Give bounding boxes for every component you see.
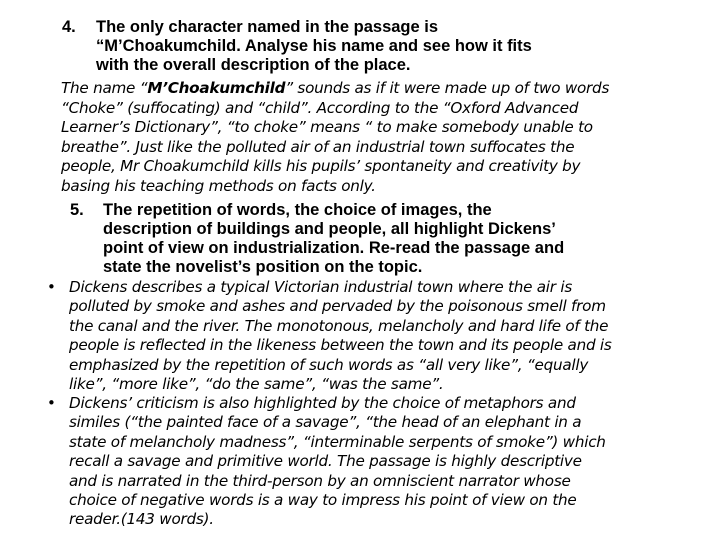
- answer-4: [61, 79, 609, 196]
- answer-4-line: people, Mr Choakumchild kills his pupils’ spontaneity and creativity by: [61, 157, 581, 175]
- question-4: [62, 18, 662, 78]
- bullet-1-marker: •: [47, 278, 56, 296]
- answer-4-line: Learner’s Dictionary”, “to choke” means “ to make somebody unable to: [61, 118, 593, 136]
- question-4-number: 4.: [62, 18, 76, 36]
- character-name: M’Choakumchild: [147, 79, 286, 97]
- answer-4-line: “Choke” (suffocating) and “child”. According to the “Oxford Advanced: [61, 98, 579, 117]
- answer-4-line: The name “M’Choakumchild” sounds as if it were made up of two words: [61, 79, 610, 97]
- answer-4-line: basing his teaching methods on facts only.: [61, 176, 376, 195]
- bullet-2-text: Dickens’ criticism is also highlighted by the choice of metaphors and similes (“the painted face of a savage”, “the head of an elephant in a state of melancholy madness”, “interminable serpents of smoke”) which recall a savage and primitive world. The passage is highly descriptive and is narrated in the third-person by an omniscient narrator whose choice of negative words is a way to impress his point of view on the reader.(143 words).: [69, 394, 606, 529]
- bullet-1-text: Dickens describes a typical Victorian industrial town where the air is polluted by smoke and ashes and pervaded by the poisonous smell from the canal and the river. The monotonous, melancholy and hard life of the people is reflected in the likeness between the town and its people and is emphasized by the repetition of such words as “all very like”, “equally like”, “more like”, “do the same”, “was the same”.: [69, 278, 612, 394]
- bullet-2-marker: •: [47, 394, 56, 412]
- question-5-number: 5.: [70, 201, 84, 219]
- question-5-text: The repetition of words, the choice of images, the description of buildings and people, all highlight Dickens’ point of view on industrialization. Re-read the passage and state the novelist’s position on the topic.: [103, 201, 565, 276]
- answer-4-line: breathe”. Just like the polluted air of an industrial town suffocates the: [61, 137, 575, 156]
- question-5: [70, 201, 670, 281]
- question-4-text: The only character named in the passage is “M’Choakumchild. Analyse his name and see how it fits with the overall description of the place.: [96, 18, 532, 74]
